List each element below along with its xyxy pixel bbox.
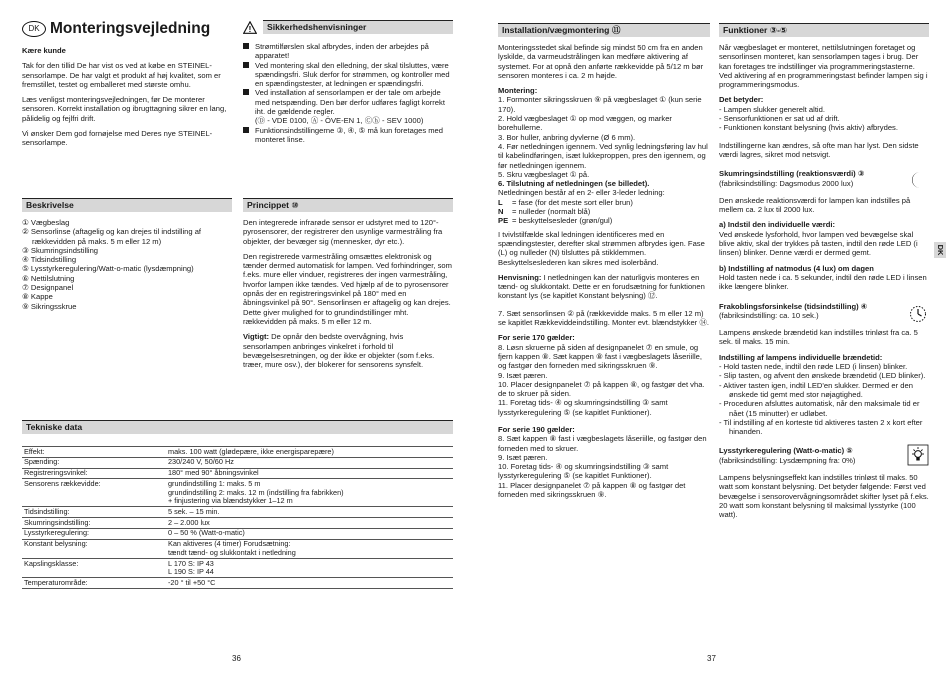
series-190-title: For serie 190 gælder: <box>498 424 575 434</box>
tech-value: 2 – 2.000 lux <box>166 518 453 529</box>
mount-step: 3. Bor huller, anbring dyvlerne (Ø 6 mm). <box>498 132 636 142</box>
wire-row: N = nulleder (normalt blå) <box>498 207 591 217</box>
mode-b-title: b) Indstilling af natmodus (4 lux) om dagen <box>719 263 874 273</box>
tech-table <box>22 446 453 589</box>
svg-text:!: ! <box>248 24 252 34</box>
principle-title: Princippet ⑩ <box>243 198 453 212</box>
language-tab: DK <box>934 242 946 258</box>
brightness-block <box>719 446 929 465</box>
mount-step: 2. Hold vægbeslaget ① op mod væggen, og marker borehullerne. <box>498 114 672 133</box>
safety-item: Ved installation af sensorlampen er der tale om arbejde med netspænding. Den bør derfor udføres fagligt korrekt iht. de gældende regler. (Ⓓ - VDE 0100, Ⓐ - ÖVE-EN 1, Ⓒⓗ - SEV 1000) <box>243 88 453 125</box>
tech-key: Spænding: <box>22 457 166 468</box>
intro-paragraph-2: Læs venligst monteringsvejledningen, før De monterer sensoren. Korrekt installation og ibrugttagning sikrer en lang, pålidelig og fejlfri drift. <box>22 95 227 123</box>
tech-key: Konstant belysning: <box>22 539 166 558</box>
bullet-square-icon <box>243 62 249 68</box>
brightness-factory: (fabriksindstilling: Lysdæmpning fra: 0%) <box>719 455 856 465</box>
installation-section <box>498 23 710 499</box>
tech-key: Temperaturområde: <box>22 578 166 589</box>
series-190-step: 11. Placer designpanelet ⑦ på kappen ⑧ og fastgør det forneden med sikringsskruen ⑨. <box>498 480 686 500</box>
moon-icon <box>907 169 929 191</box>
tech-value: 230/240 V, 50/60 Hz <box>166 457 453 468</box>
mount-step-6: 6. Tilslutning af netledningen (se billedet). <box>498 179 650 189</box>
mount-step: 5. Skru vægbeslaget ① på. <box>498 169 590 179</box>
means-title: Det betyder: <box>719 95 764 105</box>
means-item: - Funktionen konstant belysning (hvis aktiv) afbrydes. <box>719 123 898 133</box>
greeting: Kære kunde <box>22 46 66 55</box>
tech-key: Effekt: <box>22 447 166 458</box>
description-title: Beskrivelse <box>22 198 232 212</box>
functions-intro: Når vægbeslaget er monteret, nettilslutningen foretaget og sensorlinsen monteret, kan sensorlampen tages i brug. Der kan foretages tre indstillinger via programmeringstasterne. Ved aktivering af en programmeringstast befinder lampen sig i programmeringsmodus. <box>719 43 928 90</box>
tech-row <box>22 457 453 468</box>
intro-column <box>22 20 232 154</box>
series-170-step: 10. Placer designpanelet ⑦ på kappen ⑧, og fastgør det vha. de to skruer på siden. <box>498 379 705 399</box>
intro-paragraph-1: Tak for den tillid De har vist os ved at købe en STEINEL-sensorlampe. De har valgt et produkt af høj kvalitet, som er fremstillet, testet og emballeret med største omhu. <box>22 61 221 89</box>
safety-item: Ved montering skal den elledning, der skal tilsluttes, være spændingsfri. Sluk derfor for strømmen, og kontroller med en spændingstester, at ledningen er spændingsfri. <box>243 61 453 89</box>
safety-item: Strømtilførslen skal afbrydes, inden der arbejdes på apparatet! <box>243 42 453 61</box>
principle-paragraph-1: Den integrerede infrarøde sensor er udstyret med to 120°-pyrosensorer, der registrerer den usynlige varmestråling fra objekter, der bevæger sig (mennesker, dyr etc.). <box>243 218 443 246</box>
timer-icon <box>907 302 929 324</box>
series-190-step: 9. Isæt pæren. <box>498 452 548 462</box>
description-item: ⑥ Nettilslutning <box>22 273 75 283</box>
means-item: - Sensorfunktionen er sat ud af drift. <box>719 114 840 124</box>
note-paragraph: Henvisning: I netledningen kan der naturligvis monteres en tænd- og slukkontakt. Dette er en forudsætning for funktionen konstant lys (se kapitlet Konstant belysning) ⑫. <box>498 272 705 301</box>
page-number-right: 37 <box>707 654 716 663</box>
series-170-step: 11. Foretag tids- ④ og skumringsindstilling ③ samt lysstyrkeregulering ⑤ (se kapitlet Funktioner). <box>498 398 668 417</box>
burn-item: - Proceduren afsluttes automatisk, når den maksimale tid er nået (15 minutter) er udløbet. <box>719 399 920 418</box>
tech-value: Kan aktiveres (4 timer) Forudsætning: tændt tænd- og slukkontakt i netledning <box>166 539 453 558</box>
tech-key: Tidsindstilling: <box>22 507 166 518</box>
burn-item: - Slip tasten, og afvent den ønskede brændetid (LED blinker). <box>719 371 926 381</box>
description-item: ③ Skumringsindstilling <box>22 245 99 255</box>
functions-section <box>719 23 929 525</box>
description-item: ⑧ Kappe <box>22 292 53 302</box>
tech-key: Registreringsvinkel: <box>22 468 166 479</box>
right-page <box>475 0 950 674</box>
tech-value: maks. 100 watt (glødepære, ikke energisparepære) <box>166 447 453 458</box>
tech-row <box>22 518 453 529</box>
mount-title: Montering: <box>498 86 538 96</box>
wire-row: L = fase (for det meste sort eller brun) <box>498 197 633 207</box>
twilight-text: Den ønskede reaktionsværdi for lampen kan indstilles på mellem ca. 2 lux til 2000 lux. <box>719 195 911 215</box>
burn-item: - Til indstilling af en korteste tid aktiveres tasten 2 x kort efter hinanden. <box>719 417 923 437</box>
safety-header <box>243 20 453 34</box>
description-item: ⑨ Sikringsskrue <box>22 301 77 311</box>
brightness-text: Lampens belysningseffekt kan indstilles trinløst til maks. 50 watt som konstant belysning. Det betyder følgende: Først ved bevægelse i sensorovervågningsområdet skifter lyset på f.eks. 20 watt som konstant belysning til maksimal lysstyrke (100 watt). <box>719 472 929 520</box>
tech-section <box>22 420 453 589</box>
tech-value: 5 sek. – 15 min. <box>166 507 453 518</box>
series-170-step: 8. Løsn skruerne på siden af designpanelet ⑦ en smule, og fjern kappen ⑧. Sæt kappen ⑧ fast i vægbeslagets låseriille, og fastgør den forneden med sikringsskruen ⑨. <box>498 342 702 371</box>
installation-title: Installation/vægmontering ⑪ <box>498 23 710 37</box>
tech-row <box>22 539 453 558</box>
functions-store-note: Indstillingerne kan ændres, så ofte man har lyst. Den sidste værdi lagres, sikret mod netsvigt. <box>719 140 919 159</box>
warning-icon <box>243 21 257 34</box>
intro-paragraph-3: Vi ønsker Dem god fornøjelse med Deres nye STEINEL-sensorlampe. <box>22 129 213 148</box>
tech-row <box>22 447 453 458</box>
burn-item: - Hold tasten nede, indtil den røde LED (i linsen) blinker. <box>719 362 908 372</box>
series-170-step: 9. Isæt pæren. <box>498 370 548 380</box>
functions-title: Funktioner ③-⑤ <box>719 23 929 37</box>
series-190-step: 10. Foretag tids- ④ og skumringsindstilling ③ samt lysstyrkeregulering ⑤ (se kapitlet Funktioner). <box>498 462 669 481</box>
mount-step-6-sub: Netledningen består af en 2- eller 3-leder ledning: <box>498 188 665 198</box>
language-badge: DK <box>22 21 46 37</box>
safety-list <box>243 42 453 144</box>
time-block <box>719 302 929 321</box>
series-170-title: For serie 170 gælder: <box>498 333 575 343</box>
tech-value: -20 ° til +50 °C <box>166 578 453 589</box>
page-title: Monteringsvejledning <box>50 20 211 37</box>
tech-key: Lysstyrkeregulering: <box>22 528 166 539</box>
description-item: ④ Tidsindstilling <box>22 255 77 265</box>
tech-value: grundindstilling 1: maks. 5 m grundindstilling 2: maks. 12 m (indstilling fra fabrikken) + finjustering via blændstykker 1–12 m <box>166 479 453 507</box>
description-item: ⑤ Lysstyrkeregulering/Watt-o-matic (lysdæmpning) <box>22 264 194 274</box>
series-190-step: 8. Sæt kappen ⑧ fast i vægbeslagets låseriille, og fastgør den forneden med to skruer. <box>498 434 707 453</box>
mount-step: 4. Før netledningen igennem. Ved synlig ledningsføring lav hul til kabelindføringen, isæt lukkeproppen, pres den igennem, og før netledningen igennem. <box>498 141 708 170</box>
safety-section <box>243 20 453 144</box>
tech-row <box>22 559 453 578</box>
mount-step-7: 7. Sæt sensorlinsen ② på (rækkevidde maks. 5 m eller 12 m) se kapitlet Rækkeviddeindstilling. Monter evt. blændstykker ⑭. <box>498 308 710 328</box>
bullet-square-icon <box>243 127 249 133</box>
burn-item: - Aktiver tasten igen, indtil LED'en slukker. Dermed er den ønskede tid gemt med stor nøjagtighed. <box>719 380 913 399</box>
doubt-paragraph: I tvivlstilfælde skal ledningen identificeres med en spændingstester, derefter skal strømmen afbrydes igen. Fase (L) og nulleder (N) tilsluttes på stikklemmen. Beskyttelseslederen kan sikres med isolerbånd. <box>498 229 705 267</box>
tech-value: 0 – 50 % (Watt-o-matic) <box>166 528 453 539</box>
description-item: ① Vægbeslag <box>22 218 70 227</box>
safety-item: Funktionsindstillingerne ③, ④, ⑤ må kun foretages med monteret linse. <box>243 126 453 145</box>
tech-row <box>22 479 453 507</box>
tech-key: Sensorens rækkevidde: <box>22 479 166 507</box>
means-item: - Lampen slukker generelt altid. <box>719 104 825 114</box>
description-item: ② Sensorlinse (aftagelig og kan drejes til indstilling af rækkevidden på maks. 5 m eller 12 m) <box>22 227 202 246</box>
twilight-title: Skumringsindstilling (reaktionsværdi) ③ <box>719 169 865 179</box>
burn-title: Indstilling af lampens individuelle brændetid: <box>719 352 883 362</box>
description-item: ⑦ Designpanel <box>22 283 74 293</box>
tech-key: Skumringsindstilling: <box>22 518 166 529</box>
time-text: Lampens ønskede brændetid kan indstilles trinløst fra ca. 5 sek. til maks. 15 min. <box>719 328 918 347</box>
lightbulb-icon <box>907 444 929 466</box>
twilight-factory: (fabriksindstilling: Dagsmodus 2000 lux) <box>719 178 854 188</box>
time-title: Frakoblingsforsinkelse (tidsindstilling) ④ <box>719 301 868 311</box>
mode-a-text: Ved ønskede lysforhold, hvor lampen ved bevægelse skal blive aktiv, skal der trykkes på tasten, indtil den røde LED (i linsen) blinker. Denne værdi er dermed gemt. <box>719 229 918 258</box>
tech-row <box>22 507 453 518</box>
tech-key: Kapslingsklasse: <box>22 559 166 578</box>
brightness-title: Lysstyrkeregulering (Watt-o-matic) ⑤ <box>719 446 853 456</box>
tech-row <box>22 468 453 479</box>
principle-section <box>243 198 453 375</box>
twilight-block <box>719 169 929 188</box>
principle-paragraph-3: Vigtigt: De opnår den bedste overvågning, hvis sensorlampen anbringes vinkelret i forhold til bevægelsesretningen, og der ikke er objekter (som f.eks. træer, mure osv.), der blokerer for sensorens synsfelt. <box>243 332 435 370</box>
safety-title: Sikkerhedshenvisninger <box>263 20 453 34</box>
standards-line: (Ⓓ - VDE 0100, Ⓐ - ÖVE-EN 1, Ⓒⓗ - SEV 1000) <box>255 116 424 126</box>
description-section <box>22 198 232 311</box>
page-number-left: 36 <box>232 654 241 663</box>
tech-row <box>22 578 453 589</box>
mode-b-text: Hold tasten nede i ca. 5 sekunder, indtil den røde LED i linsen ikke længere blinker. <box>719 272 927 292</box>
tech-row <box>22 528 453 539</box>
mode-a-title: a) Indstil den individuelle værdi: <box>719 220 836 230</box>
bullet-square-icon <box>243 43 249 49</box>
wire-row: PE = beskyttelsesleder (grøn/gul) <box>498 216 613 226</box>
time-factory: (fabriksindstilling: ca. 10 sek.) <box>719 310 819 320</box>
bullet-square-icon <box>243 89 249 95</box>
installation-intro: Monteringsstedet skal befinde sig mindst 50 cm fra en anden lyskilde, da varmeudstrålingen kan medføre aktivering af systemet. For at opnå den anførte rækkevidde på 5/12 m bør sensoren monteres i ca. 2 m højde. <box>498 43 704 80</box>
tech-value: 180° med 90° åbningsvinkel <box>166 468 453 479</box>
mount-step: 1. Formonter sikringsskruen ⑨ på vægbeslaget ① (kun serie 170). <box>498 95 702 114</box>
principle-paragraph-2: Den registrerede varmestråling omsættes elektronisk og tænder dermed automatisk for lampen. Ved forhindringer, som f.eks. mure eller vinduer, registreres der ingen varmestråling, hvorfor lampen ikke tændes. Ved hjælp af de to pyrosensorer opnås der en registreringsvinkel på 180° med en åbningsvinkel på 90°. Sensorlinsen er aftagelig og kan drejes. Dette giver mulighed for to grundindstillinger mht. rækkevidden på maks. 5 m eller 12 m. <box>243 251 452 326</box>
title-block <box>22 20 232 38</box>
tech-value: L 170 S: IP 43 L 190 S: IP 44 <box>166 559 453 578</box>
tech-title: Tekniske data <box>22 420 453 434</box>
